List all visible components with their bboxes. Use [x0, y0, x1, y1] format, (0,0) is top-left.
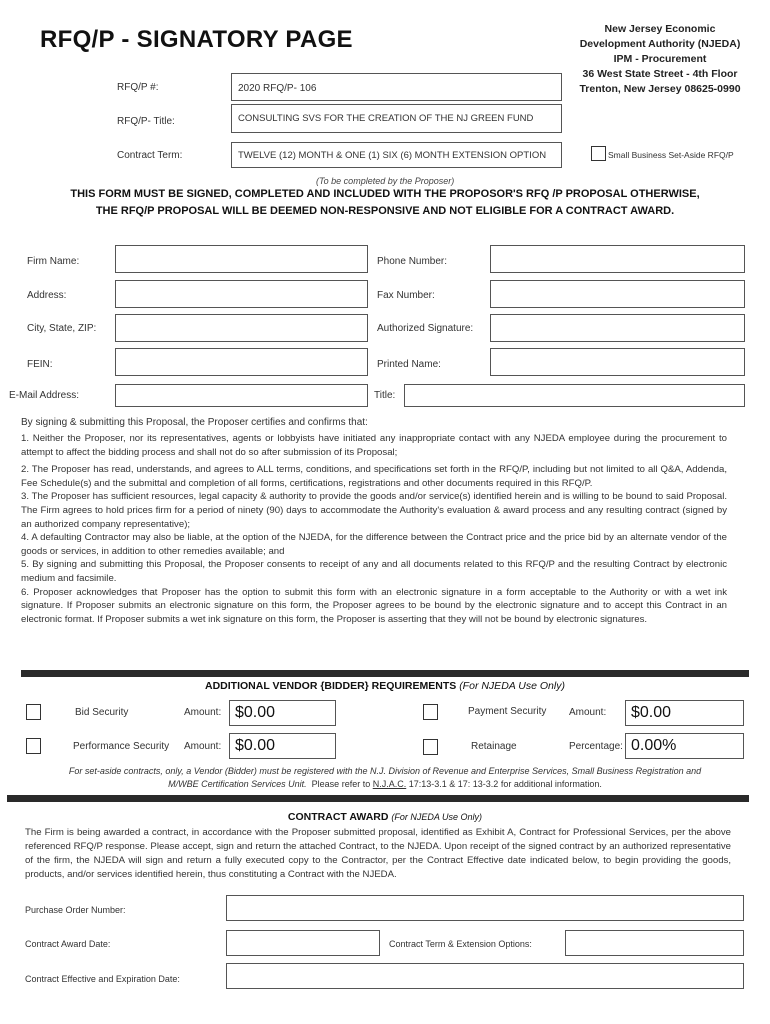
performance-security-amount-field[interactable]: [229, 733, 336, 759]
address-input[interactable]: [115, 280, 368, 308]
proposer-note: (To be completed by the Proposer): [316, 176, 455, 186]
bid-security-amount-label: Amount:: [184, 707, 222, 718]
rfq-number-label: RFQ/P #:: [117, 82, 159, 93]
retainage-percentage-field[interactable]: [625, 733, 744, 759]
bid-security-checkbox[interactable]: [26, 704, 41, 720]
warning-line-1: THIS FORM MUST BE SIGNED, COMPLETED AND INCLUDED WITH THE PROPOSOR'S RFQ /P PROPOSAL OTHERWISE,: [70, 188, 700, 200]
phone-input[interactable]: [490, 245, 745, 273]
email-label: E-Mail Address:: [9, 390, 80, 401]
po-number-label: Purchase Order Number:: [25, 905, 126, 915]
title-label: Title:: [374, 390, 396, 401]
payment-security-amount-value: $0.00: [631, 704, 672, 721]
fax-input[interactable]: [490, 280, 745, 308]
printed-name-input[interactable]: [490, 348, 745, 376]
fein-label: FEIN:: [27, 359, 53, 370]
retainage-percentage-label: Percentage:: [569, 741, 623, 752]
rfq-number-value: 2020 RFQ/P- 106: [238, 83, 317, 94]
vendor-requirements-heading: [0, 680, 770, 692]
set-aside-note-part: 17:13-3.1 & 17: 13-3.2 for additional information.: [408, 779, 602, 789]
authorized-signature-label: Authorized Signature:: [377, 323, 474, 334]
address-label: Address:: [27, 290, 67, 301]
contract-term-label: Contract Term:: [117, 150, 183, 161]
section-divider: [7, 795, 749, 802]
city-state-zip-label: City, State, ZIP:: [27, 323, 97, 334]
rfq-title-value: CONSULTING SVS FOR THE CREATION OF THE NJ GREEN FUND: [238, 113, 534, 124]
fax-label: Fax Number:: [377, 290, 435, 301]
certification-item: 4. A defaulting Contractor may also be liable, at the option of the NJEDA, for the difference between the Contract price and the price bid by an alternate vendor of the goods or services, in addition to other remedies available; and: [21, 532, 727, 557]
term-extension-label: Contract Term & Extension Options:: [389, 939, 532, 949]
firm-name-input[interactable]: [115, 245, 368, 273]
certification-intro: By signing & submitting this Proposal, the Proposer certifies and confirms that:: [21, 417, 368, 428]
term-extension-input[interactable]: [565, 930, 744, 956]
certification-item: 6. Proposer acknowledges that Proposer has the option to submit this form with an electronic signature in a form acceptable to the Authority or with a wet ink signature. If Proposer submits an electronic signature on this form, the Proposer agrees to be bound by the electronic signature and to accept this Contract in an electronic format. If Proposer submits a wet ink signature on this form, the Proposer is asserting that they will not be bound by electronic signatures.: [21, 586, 727, 625]
retainage-percentage-value: 0.00%: [631, 737, 677, 754]
set-aside-note-line-2: [40, 778, 730, 791]
warning-line-2: THE RFQ/P PROPOSAL WILL BE DEEMED NON-RESPONSIVE AND NOT ELIGIBLE FOR A CONTRACT AWARD.: [95, 205, 675, 217]
payment-security-label: Payment Security: [468, 706, 547, 717]
agency-line: Trenton, New Jersey 08625-0990: [579, 83, 741, 95]
rfq-number-field[interactable]: [231, 73, 562, 101]
email-input[interactable]: [115, 384, 368, 407]
performance-security-amount-value: $0.00: [235, 737, 276, 754]
contract-award-text: The Firm is being awarded a contract, in accordance with the Proposer submitted proposal, identified as Exhibit A, Contract for Professional Services, per the above referenced RFQ/P response. Please accept, sign and return the attached Contract, to the NJEDA. Upon receipt of the signed contract by an authorized representative of the firm, the NJEDA will sign and return a fully executed copy to the Contractor, per the Contract Effective date indicated below, to begin providing the goods, products, and/or services identified herein, thus constituting a Contract with the NJEDA.: [25, 827, 731, 880]
agency-line: 36 West State Street - 4th Floor: [582, 68, 738, 80]
contract-award-heading: [0, 811, 770, 823]
performance-security-checkbox[interactable]: [26, 738, 41, 754]
section-divider: [21, 670, 749, 677]
certification-item: 1. Neither the Proposer, nor its representatives, agents or lobbyists have initiated any inappropriate contact with any NJEDA employee during the procurement to attempt to affect the bidding process and shall not do so after submission of its Proposal;: [21, 433, 727, 458]
fein-input[interactable]: [115, 348, 368, 376]
award-date-label: Contract Award Date:: [25, 939, 111, 949]
bid-security-amount-field[interactable]: [229, 700, 336, 726]
retainage-label: Retainage: [471, 741, 517, 752]
set-aside-note: [40, 765, 730, 791]
agency-address: [570, 22, 750, 97]
performance-security-amount-label: Amount:: [184, 741, 222, 752]
njac-link[interactable]: N.J.A.C.: [372, 779, 407, 789]
set-aside-note-part: Please refer to: [311, 779, 371, 789]
firm-name-label: Firm Name:: [27, 256, 80, 267]
page-title: RFQ/P - SIGNATORY PAGE: [40, 26, 353, 53]
effective-dates-input[interactable]: [226, 963, 744, 989]
contract-award-note: (For NJEDA Use Only): [391, 812, 483, 822]
set-aside-label: Small Business Set-Aside RFQ/P: [608, 150, 734, 160]
rfq-title-label: RFQ/P- Title:: [117, 116, 175, 127]
payment-security-amount-field[interactable]: [625, 700, 744, 726]
performance-security-label: Performance Security: [73, 741, 170, 752]
payment-security-checkbox[interactable]: [423, 704, 438, 720]
bid-security-amount-value: $0.00: [235, 704, 276, 721]
printed-name-label: Printed Name:: [377, 359, 441, 370]
agency-line: IPM - Procurement: [613, 53, 707, 65]
city-state-zip-input[interactable]: [115, 314, 368, 342]
authorized-signature-input[interactable]: [490, 314, 745, 342]
set-aside-note-line: For set-aside contracts, only, a Vendor (Bidder) must be registered with the N.J. Division of Revenue and Enterprise Services, Small Business Registration and: [68, 766, 702, 776]
contract-term-field[interactable]: [231, 142, 562, 168]
certification-item: 2. The Proposer has read, understands, and agrees to ALL terms, conditions, and specifications set forth in the RFQ/P, including but not limited to all Q&A, Addenda, Fee Schedule(s) and the submittal and completion of all forms, certifications, registrations and other documents required in this RFQ/P.: [21, 464, 727, 489]
agency-line: New Jersey Economic: [604, 23, 716, 35]
set-aside-checkbox[interactable]: [591, 146, 606, 161]
rfq-title-field[interactable]: [231, 104, 562, 133]
bid-security-label: Bid Security: [75, 707, 129, 718]
award-date-input[interactable]: [226, 930, 380, 956]
title-input[interactable]: [404, 384, 745, 407]
contract-term-value: TWELVE (12) MONTH & ONE (1) SIX (6) MONTH EXTENSION OPTION: [238, 150, 547, 161]
retainage-checkbox[interactable]: [423, 739, 438, 755]
agency-line: Development Authority (NJEDA): [579, 38, 741, 50]
set-aside-note-part: M/WBE Certification Services Unit.: [168, 779, 307, 789]
certification-list: [21, 432, 727, 626]
vendor-requirements-title: ADDITIONAL VENDOR {BIDDER} REQUIREMENTS: [205, 680, 457, 692]
effective-dates-label: Contract Effective and Expiration Date:: [25, 974, 180, 984]
certification-item: 3. The Proposer has sufficient resources, legal capacity & authority to provide the goods and/or service(s) identified herein and is willing to be bound to said Proposal. The Firm agrees to hold prices firm for a period of ninety (90) days to accommodate the Authority's evaluation & award process and any resulting contract (signed by an authorized company representative);: [21, 491, 727, 530]
certification-item: 5. By signing and submitting this Proposal, the Proposer consents to receipt of any and all documents related to this RFQ/P and the resulting Contract by electronic medium and facsimile.: [21, 559, 727, 584]
phone-label: Phone Number:: [377, 256, 448, 267]
payment-security-amount-label: Amount:: [569, 707, 607, 718]
vendor-requirements-note: (For NJEDA Use Only): [459, 680, 565, 692]
po-number-input[interactable]: [226, 895, 744, 921]
contract-award-title: CONTRACT AWARD: [287, 811, 389, 823]
